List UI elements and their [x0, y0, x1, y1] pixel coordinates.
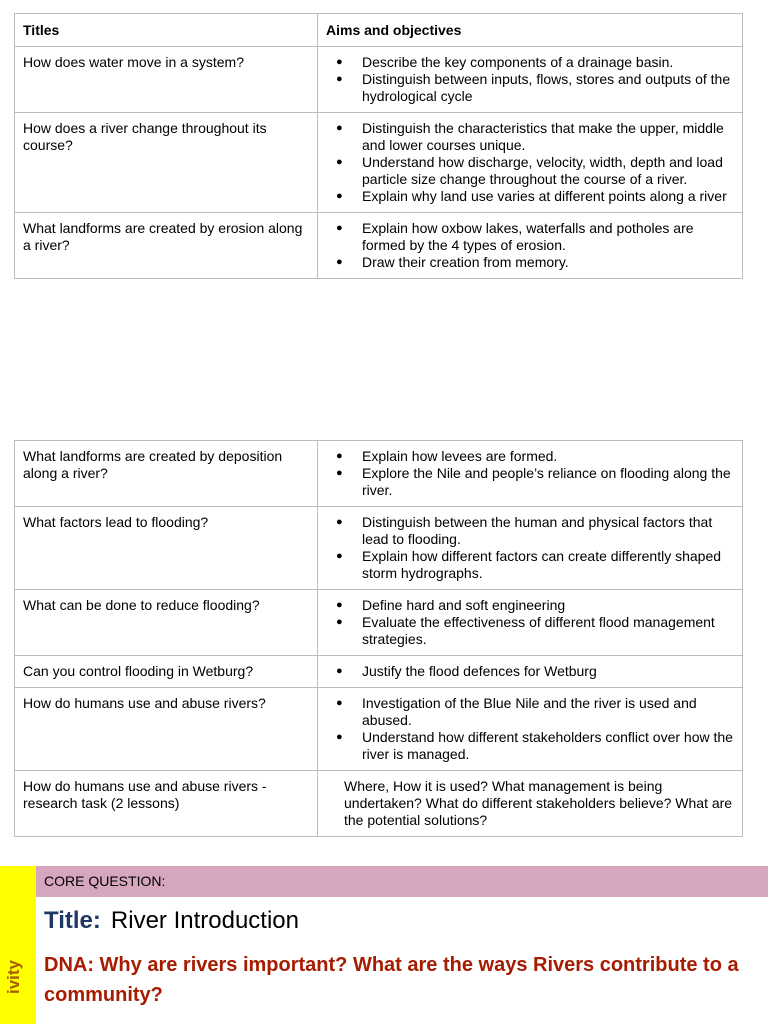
lesson-title-cell: How does a river change throughout its course? [15, 113, 318, 213]
table-header-row [15, 14, 743, 47]
title-label: Title: [44, 907, 101, 934]
table-row [15, 590, 743, 656]
objectives-table-1 [14, 13, 743, 279]
aims-list [336, 54, 734, 105]
side-color-bar [0, 866, 36, 1024]
aim-item: ● Explore the Nile and people’s reliance on flooding along the river. [336, 465, 734, 499]
table-row [15, 507, 743, 590]
aim-item: ● Distinguish between inputs, flows, stores and outputs of the hydrological cycle [336, 71, 734, 105]
aims-list [336, 120, 734, 205]
aim-item: ● Explain how oxbow lakes, waterfalls and potholes are formed by the 4 types of erosion. [336, 220, 734, 254]
aims-cell [318, 688, 743, 771]
aim-item: ● Explain why land use varies at different points along a river [336, 188, 734, 205]
aim-item: ● Understand how different stakeholders conflict over how the river is managed. [336, 729, 734, 763]
title-value: River Introduction [110, 907, 299, 934]
table-row [15, 113, 743, 213]
lesson-banner [0, 866, 768, 1024]
aims-cell [318, 441, 743, 507]
aim-item: ● Distinguish between the human and physical factors that lead to flooding. [336, 514, 734, 548]
table-row [15, 213, 743, 279]
aim-item: ● Draw their creation from memory. [336, 254, 734, 271]
dna-question: DNA: Why are rivers important? What are the ways Rivers contribute to a community? [44, 954, 739, 1006]
lesson-title-line [44, 906, 299, 936]
aim-item: ● Define hard and soft engineering [336, 597, 734, 614]
lesson-title-cell: Can you control flooding in Wetburg? [15, 656, 318, 688]
table-row [15, 656, 743, 688]
aims-list [336, 448, 734, 499]
lesson-title-cell: What can be done to reduce flooding? [15, 590, 318, 656]
aims-list [336, 597, 734, 648]
table-row [15, 771, 743, 837]
table-row [15, 688, 743, 771]
aim-item: ● Distinguish the characteristics that make the upper, middle and lower courses unique. [336, 120, 734, 154]
aims-cell [318, 213, 743, 279]
lesson-title-cell: How does water move in a system? [15, 47, 318, 113]
aims-cell [318, 507, 743, 590]
aim-item: ● Explain how different factors can create differently shaped storm hydrographs. [336, 548, 734, 582]
table-row [15, 47, 743, 113]
aim-item: ● Investigation of the Blue Nile and the river is used and abused. [336, 695, 734, 729]
lesson-title-cell: How do humans use and abuse rivers - research task (2 lessons) [15, 771, 318, 837]
aims-cell [318, 113, 743, 213]
aims-text: Where, How it is used? What management is being undertaken? What do different stakeholders believe? What are the potential solutions? [344, 778, 733, 828]
aims-cell [318, 590, 743, 656]
aim-item: ● Justify the flood defences for Wetburg [336, 663, 734, 680]
table-row [15, 441, 743, 507]
aim-item: ● Understand how discharge, velocity, width, depth and load particle size change throughout the course of a river. [336, 154, 734, 188]
aims-header: Aims and objectives [318, 14, 743, 47]
aims-cell [318, 656, 743, 688]
aim-item: ● Explain how levees are formed. [336, 448, 734, 465]
aims-cell [318, 47, 743, 113]
aim-item: ● Evaluate the effectiveness of different flood management strategies. [336, 614, 734, 648]
side-label: ivity [4, 959, 23, 994]
aim-item: ● Describe the key components of a drainage basin. [336, 54, 734, 71]
aims-list [336, 514, 734, 582]
lesson-title-cell: What landforms are created by erosion along a river? [15, 213, 318, 279]
aims-cell [318, 771, 743, 837]
aims-list [336, 695, 734, 763]
lesson-title-cell: What landforms are created by deposition along a river? [15, 441, 318, 507]
aims-list [336, 663, 734, 680]
core-question-band: CORE QUESTION: [36, 866, 768, 897]
titles-header: Titles [15, 14, 318, 47]
lesson-title-cell: What factors lead to flooding? [15, 507, 318, 590]
lesson-title-cell: How do humans use and abuse rivers? [15, 688, 318, 771]
objectives-table-2 [14, 440, 743, 837]
aims-list [336, 220, 734, 271]
